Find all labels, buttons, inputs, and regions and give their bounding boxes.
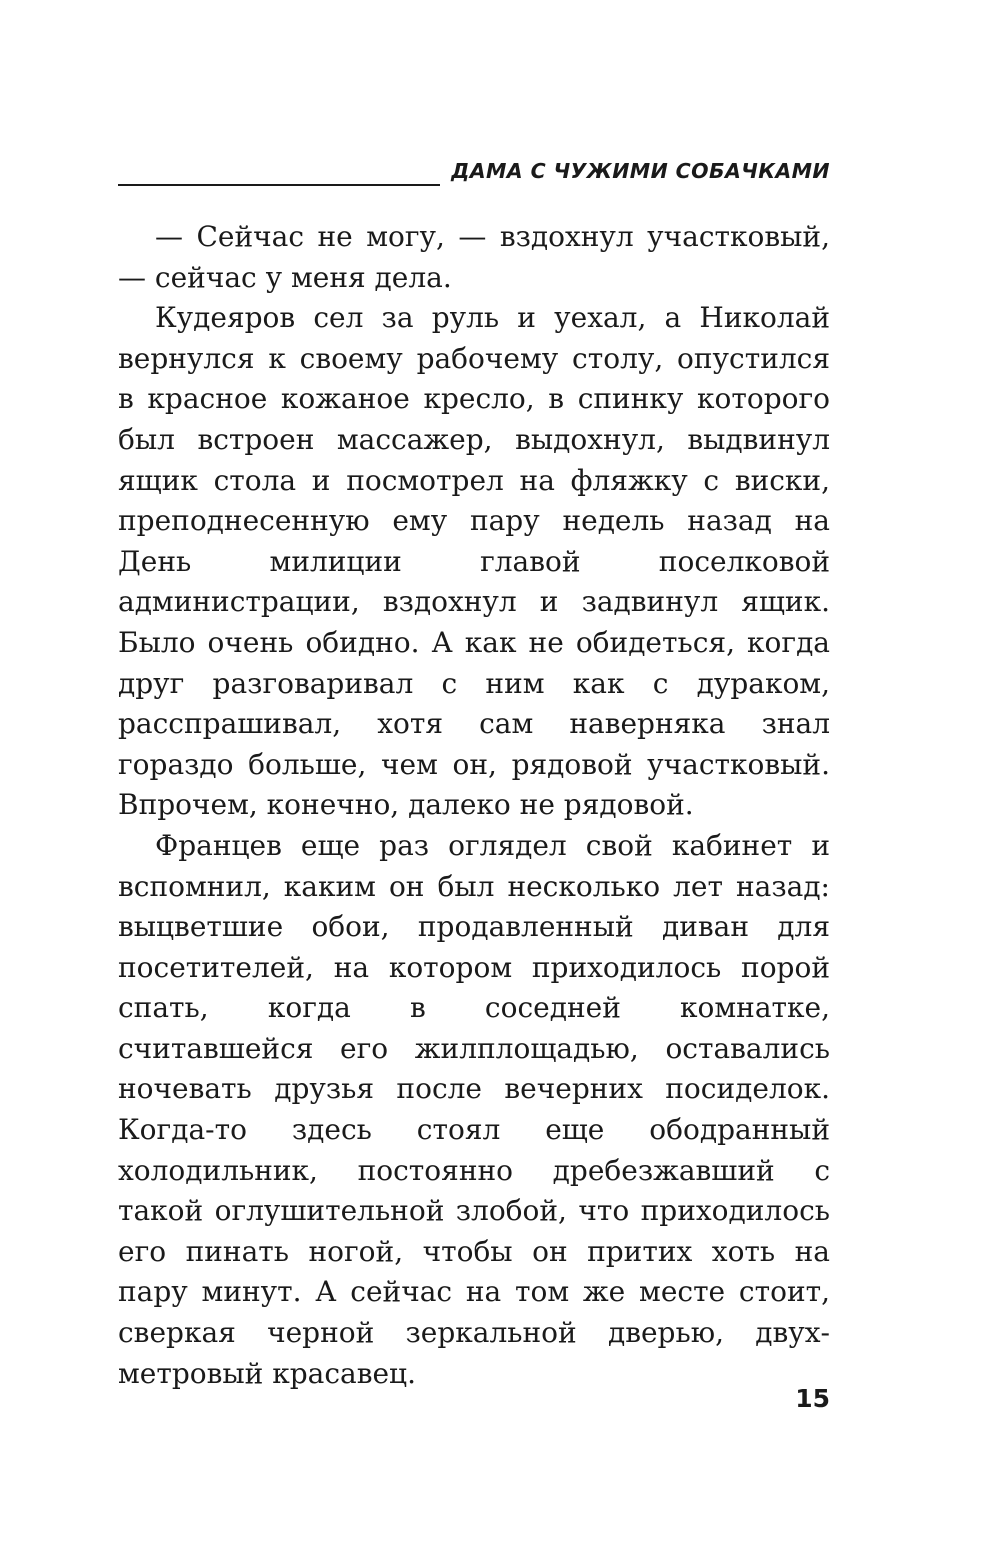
- body-text: [118, 217, 830, 1394]
- running-head-title: ДАМА С ЧУЖИМИ СОБАЧКАМИ: [451, 159, 830, 183]
- running-head: [118, 156, 830, 186]
- header-rule: [118, 184, 440, 186]
- paragraph: Францев еще раз оглядел свой кабинет и вспомнил, каким он был несколько лет назад: выцветшие обои, продавленный диван для посетителей, на котором приходилось порой спать, когда в соседней комнатке, считавшейся его жилплощадью, оставались ночевать друзья после вечерних посиделок. Когда-то здесь стоял еще ободранный холодильник, постоянно дребезжавший с такой оглушительной злобой, что приходилось его пинать ногой, чтобы он притих хоть на пару минут. А сейчас на том же месте стоит, сверкая черной зеркальной дверью, двухметровый красавец.: [118, 828, 830, 1390]
- page-number: 15: [795, 1384, 830, 1413]
- paragraph: — Сейчас не могу, — вздохнул участковый, — сейчас у меня дела.: [118, 220, 830, 294]
- paragraph: Кудеяров сел за руль и уехал, а Николай вернулся к своему рабочему столу, опустился в красное кожаное кресло, в спинку которого был встроен массажер, выдохнул, выдвинул ящик стола и посмотрел на фляжку с виски, преподнесенную ему пару недель назад на День милиции главой поселковой администрации, вздохнул и задвинул ящик. Было очень обидно. А как не обидеться, когда друг разговаривал с ним как с дураком, расспрашивал, хотя сам наверняка знал гораздо больше, чем он, рядовой участковый. Впрочем, конечно, далеко не рядовой.: [118, 301, 830, 822]
